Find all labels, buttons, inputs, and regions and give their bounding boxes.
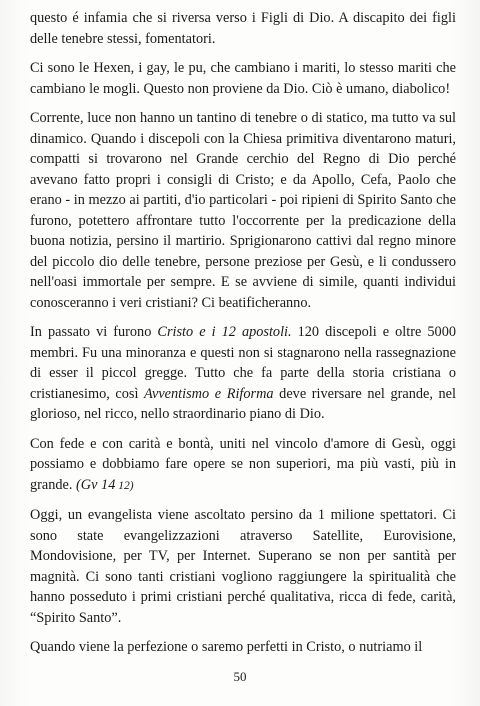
paragraph-4-text-c: deve riversare nel grande, nel glorioso, nel ricco, nello straordinario piano di Dio. xyxy=(30,385,456,422)
bible-reference xyxy=(76,477,134,493)
paragraph-3: Corrente, luce non hanno un tantino di tenebre o di statico, ma tutto va sul dinamico. Quando i discepoli con la Chiesa primitiva diventarono maturi, compatti si trovarono nel Grande cerchio del Regno di Dio perché avevano fatto propri i consigli di Cristo; e da Apollo, Cefa, Paolo che erano - in mezzo ai partiti, d'io particolari - poi ripieni di Spirito Santo che furono, potettero affrontare tutto l'occorrente per la predicazione della buona notizia, persino il martirio. Sprigionarono cattivi dal regno minore del piccolo dio delle tenebre, persone preziose per Gesù, e li condussero nell'oasi immortale per sempre. E se avviene di simile, quanti individui conosceranno i veri cristiani? Ci beatificheranno. xyxy=(30,110,456,311)
paragraph-6: Oggi, un evangelista viene ascoltato persino da 1 milione spettatori. Ci sono state evangelizzazioni atraverso Satellite, Eurovisione, Mondovisione, per TV, per Internet. Superano se non per santità per magnità. Ci sono tanti cristiani vogliono raggiungere la spiritualità che hanno posseduto i primi cristiani perché qualitativa, ricca di fede, carità, “Spirito Santo”. xyxy=(30,507,456,626)
paragraph-4 xyxy=(30,322,456,425)
paragraph-5-text: Con fede e con carità e bontà, uniti nel vincolo d'amore di Gesù, oggi possiamo e dobbiamo fare opere se non superiori, ma più vasti, più in grande. xyxy=(30,435,456,493)
bible-reference-verse: 12) xyxy=(115,479,134,492)
paragraph-4-italic-b: Avventismo e Riforma xyxy=(144,385,274,402)
paragraph-5 xyxy=(30,434,456,497)
paragraph-4-text-b: 120 discepoli e oltre 5000 membri. Fu una minoranza e questi non si stagnarono nella rassegnazione di esser il piccol gregge. Tutto che fa parte della storia cristiana o cristianesimo, così xyxy=(30,324,456,402)
paragraph-4-text-a: In passato vi furono xyxy=(30,324,158,340)
paragraph-7: Quando viene la perfezione o saremo perfetti in Cristo, o nutriamo il xyxy=(30,639,423,655)
paragraph-2: Ci sono le Hexen, i gay, le pu, che cambiano i mariti, lo stesso mariti che cambiano le mogli. Questo non proviene da Dio. Ciò è umano, diabolico! xyxy=(30,60,456,97)
paragraph-4-italic-a: Cristo e i 12 apostoli. xyxy=(157,324,292,340)
page-number: 50 xyxy=(233,669,247,684)
bible-reference-book: (Gv 14 xyxy=(76,476,116,493)
paragraph-1: questo é infamia che si riversa verso i Figli di Dio. A discapito dei figli delle tenebre stessi, fomentatori. xyxy=(30,10,456,47)
